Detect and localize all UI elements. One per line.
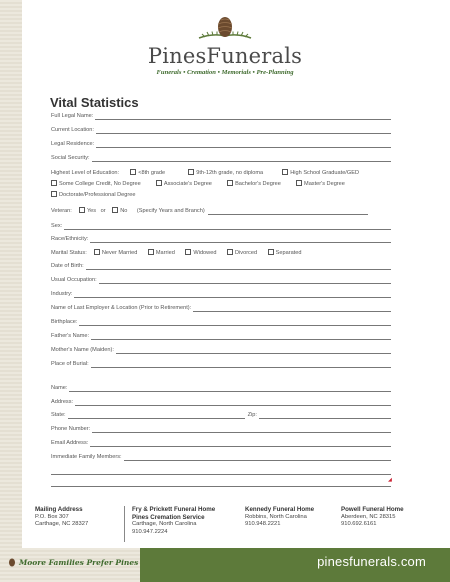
field-label: Usual Occupation: xyxy=(51,277,97,283)
veteran-no-option[interactable]: No xyxy=(112,207,127,215)
email-address-field[interactable] xyxy=(90,440,391,447)
contact-address-field[interactable] xyxy=(75,399,391,406)
footer-divider xyxy=(124,506,125,542)
marital-option[interactable]: Married xyxy=(148,249,175,257)
education-option[interactable]: 9th-12th grade, no diploma xyxy=(188,169,263,177)
checkbox[interactable] xyxy=(79,207,85,213)
slogan xyxy=(8,558,138,567)
brand-name: PinesFunerals xyxy=(147,44,303,68)
page-title: Vital Statistics xyxy=(50,95,139,110)
family-members-line-3[interactable] xyxy=(51,479,391,487)
industry-field[interactable] xyxy=(74,291,391,298)
checkbox[interactable] xyxy=(188,169,194,175)
field-label: Current Location: xyxy=(51,127,94,133)
education-option[interactable]: Bachelor's Degree xyxy=(227,180,281,188)
veteran-row xyxy=(51,207,396,215)
field-label: Birthplace: xyxy=(51,319,78,325)
field-label: Name: xyxy=(51,385,68,391)
mothers-name-field[interactable] xyxy=(116,347,391,354)
family-members-field[interactable] xyxy=(51,468,391,475)
fathers-name-row[interactable] xyxy=(51,332,391,340)
powell-heading: Powell Funeral Home xyxy=(341,506,404,513)
family-members-field[interactable] xyxy=(124,454,391,461)
family-members-field[interactable] xyxy=(51,477,392,487)
field-label: State: xyxy=(51,412,66,418)
education-row-1 xyxy=(51,169,396,177)
education-row-3 xyxy=(51,191,396,199)
state-field[interactable] xyxy=(68,412,245,419)
brand-tagline: Funerals • Cremation • Memorials • Pre-Planning xyxy=(156,69,294,76)
fry-line: Carthage, North Carolina xyxy=(132,521,197,527)
birthplace-row[interactable] xyxy=(51,318,391,326)
checkbox[interactable] xyxy=(51,180,57,186)
fry-prickett-block xyxy=(132,506,215,536)
education-option[interactable]: Doctorate/Professional Degree xyxy=(51,191,136,199)
field-label: Date of Birth: xyxy=(51,263,84,269)
family-members-row[interactable] xyxy=(51,453,391,461)
checkbox[interactable] xyxy=(227,249,233,255)
field-label: Race/Ethnicity: xyxy=(51,236,89,242)
place-of-burial-row[interactable] xyxy=(51,360,391,368)
fry-phone: 910.947.2224 xyxy=(132,528,168,535)
field-label: Sex: xyxy=(51,223,63,229)
marital-option[interactable]: Never Married xyxy=(94,249,137,257)
marital-status-row xyxy=(51,249,396,257)
checkbox[interactable] xyxy=(94,249,100,255)
decorative-side-band xyxy=(0,0,22,548)
checkbox[interactable] xyxy=(282,169,288,175)
field-label: Father's Name: xyxy=(51,333,90,339)
scroll-marker-icon: ◢ xyxy=(388,477,392,483)
checkbox[interactable] xyxy=(51,191,57,197)
checkbox[interactable] xyxy=(227,180,233,186)
phone-number-row[interactable] xyxy=(51,425,391,433)
social-security-row[interactable] xyxy=(51,154,391,162)
fry-heading: Fry & Prickett Funeral Home xyxy=(132,506,216,513)
mailing-line: Carthage, NC 28327 xyxy=(35,521,89,527)
zip-field[interactable] xyxy=(259,412,391,419)
race-row[interactable] xyxy=(51,235,391,243)
legal-residence-row[interactable] xyxy=(51,140,391,148)
kennedy-phone: 910.948.2221 xyxy=(245,521,281,527)
powell-line: Aberdeen, NC 28315 xyxy=(341,513,396,520)
veteran-specify-text: (Specify Years and Branch) xyxy=(136,208,205,214)
industry-row[interactable] xyxy=(51,290,391,298)
email-address-row[interactable] xyxy=(51,439,391,447)
pine-cone-icon xyxy=(195,14,255,44)
usual-occupation-field[interactable] xyxy=(99,277,391,284)
field-label: Social Security: xyxy=(51,155,90,161)
powell-block xyxy=(341,506,404,529)
last-employer-row[interactable] xyxy=(51,304,391,312)
field-label: Immediate Family Members: xyxy=(51,454,122,460)
checkbox[interactable] xyxy=(296,180,302,186)
checkbox[interactable] xyxy=(130,169,136,175)
mailing-heading: Mailing Address xyxy=(35,506,83,513)
field-label: Mother's Name (Maiden): xyxy=(51,347,114,353)
education-option[interactable]: High School Graduate/GED xyxy=(282,169,359,177)
marital-option[interactable]: Widowed xyxy=(185,249,216,257)
veteran-yes-option[interactable]: Yes xyxy=(79,207,96,215)
kennedy-line: Robbins, North Carolina xyxy=(245,513,307,520)
veteran-or-text: or xyxy=(100,208,106,214)
full-legal-name-field[interactable] xyxy=(95,113,391,120)
usual-occupation-row[interactable] xyxy=(51,276,391,284)
marital-label: Marital Status: xyxy=(51,250,87,256)
field-label: Industry: xyxy=(51,291,73,297)
sex-row[interactable] xyxy=(51,222,391,230)
birthplace-field[interactable] xyxy=(79,319,391,326)
field-label: Phone Number: xyxy=(51,426,91,432)
mailing-line: P.O. Box 307 xyxy=(35,513,69,520)
race-field[interactable] xyxy=(90,236,391,243)
date-of-birth-row[interactable] xyxy=(51,262,391,270)
education-option[interactable]: <8th grade xyxy=(130,169,165,177)
veteran-label: Veteran: xyxy=(51,208,72,214)
contact-address-row[interactable] xyxy=(51,398,391,406)
field-label: Full Legal Name: xyxy=(51,113,94,119)
education-option[interactable]: Master's Degree xyxy=(296,180,345,188)
kennedy-block xyxy=(245,506,314,529)
contact-name-field[interactable] xyxy=(69,385,391,392)
education-label: Highest Level of Education: xyxy=(51,170,120,176)
checkbox[interactable] xyxy=(268,249,274,255)
field-label: Email Address: xyxy=(51,440,89,446)
field-label: Name of Last Employer & Location (Prior to Retirement): xyxy=(51,305,192,311)
marital-option[interactable]: Separated xyxy=(268,249,302,257)
brand-logo xyxy=(0,14,450,76)
website-url[interactable]: pinesfunerals.com xyxy=(317,554,426,569)
field-label: Address: xyxy=(51,399,74,405)
legal-residence-field[interactable] xyxy=(96,141,391,148)
family-members-line-2[interactable] xyxy=(51,467,391,475)
slogan-text: Moore Families Prefer Pines xyxy=(19,558,139,567)
kennedy-heading: Kennedy Funeral Home xyxy=(245,506,315,513)
field-label: Place of Burial: xyxy=(51,361,89,367)
checkbox[interactable] xyxy=(112,207,118,213)
contact-name-row[interactable] xyxy=(51,384,391,392)
powell-phone: 910.692.6161 xyxy=(341,521,377,527)
mothers-name-row[interactable] xyxy=(51,346,391,354)
checkbox[interactable] xyxy=(148,249,154,255)
checkbox[interactable] xyxy=(156,180,162,186)
field-label: Legal Residence: xyxy=(51,141,95,147)
veteran-field[interactable] xyxy=(208,208,368,215)
education-row-2 xyxy=(51,180,396,188)
sex-field[interactable] xyxy=(64,223,391,230)
checkbox[interactable] xyxy=(185,249,191,255)
current-location-row[interactable] xyxy=(51,126,391,134)
cremation-heading: Pines Cremation Service xyxy=(132,513,205,521)
social-security-field[interactable] xyxy=(92,155,391,162)
education-option[interactable]: Associate's Degree xyxy=(156,180,212,188)
current-location-field[interactable] xyxy=(96,127,391,134)
place-of-burial-field[interactable] xyxy=(91,361,391,368)
education-option[interactable]: Some College Credit, No Degree xyxy=(51,180,141,188)
pine-cone-icon xyxy=(8,558,16,567)
phone-number-field[interactable] xyxy=(92,426,391,433)
field-label: Zip: xyxy=(247,412,257,418)
state-zip-row xyxy=(51,411,391,419)
date-of-birth-field[interactable] xyxy=(86,263,391,270)
full-legal-name-row[interactable] xyxy=(51,112,391,120)
fathers-name-field[interactable] xyxy=(91,333,391,340)
marital-option[interactable]: Divorced xyxy=(227,249,257,257)
mailing-address-block xyxy=(35,506,88,529)
last-employer-field[interactable] xyxy=(193,305,391,312)
